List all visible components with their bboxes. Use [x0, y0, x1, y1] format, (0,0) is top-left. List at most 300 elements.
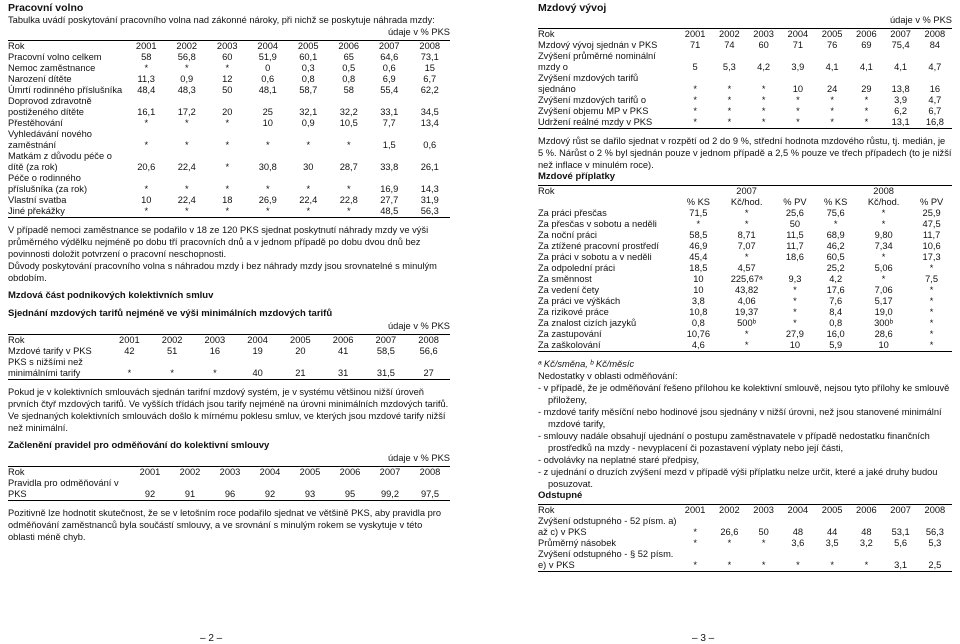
table-cell: 5,6 — [894, 538, 908, 548]
table-cell: 13,4 — [420, 118, 439, 128]
table-cell: 4,6 — [691, 340, 705, 350]
table-cell: 58,5 — [689, 230, 708, 240]
table-cell: 9,3 — [788, 274, 802, 284]
table-cell: * — [213, 368, 217, 378]
table-cell: 3,9 — [791, 62, 805, 72]
row-label: Vyhledávání nového zaměstnání — [8, 129, 92, 150]
header-cell: Rok — [8, 335, 25, 345]
list-item: - odvolávky na neplatné staré předpisy, — [538, 455, 700, 465]
table-cell: 10,6 — [922, 241, 941, 251]
table-cell: 0,9 — [180, 74, 194, 84]
table-cell: 31 — [337, 368, 349, 378]
row-label: Pravidla pro odměňování v PKS — [8, 478, 119, 499]
table-row — [8, 206, 450, 217]
table-cell: 2,5 — [928, 560, 942, 570]
table-cell: 11,7 — [786, 241, 804, 251]
table-row — [8, 129, 450, 151]
table-cell: 48,1 — [258, 85, 277, 95]
table-row — [538, 263, 952, 274]
table-row — [538, 516, 952, 538]
table-cell: 6,7 — [423, 74, 437, 84]
table-cell: 8,4 — [829, 307, 843, 317]
row-label: Za směnnost — [538, 274, 592, 284]
table-cell: 11,5 — [786, 230, 804, 240]
table-header-row — [8, 41, 450, 52]
header-cell: 2007 — [736, 186, 757, 196]
footnote: ᵃ Kč/směna, ᵇ Kč/měsíc — [538, 359, 635, 369]
table-cell: 4,7 — [928, 62, 942, 72]
table-cell: * — [693, 95, 697, 105]
table-header-row — [538, 29, 952, 40]
table-cell: * — [693, 106, 697, 116]
header-cell: 2004 — [787, 29, 809, 39]
table-cell: 75,4 — [891, 40, 910, 50]
table-cell: 0,6 — [423, 140, 437, 150]
header-cell: 2005 — [821, 29, 843, 39]
header-cell: 2005 — [299, 467, 321, 477]
paragraph-pokles: Ve sjednaných kolektivních smlouvách došlo k mírnému poklesu smluv, ve kterých jsou mzdové tarify nižší než minimální. — [8, 411, 446, 433]
header-cell: 2001 — [135, 41, 157, 51]
table-row — [8, 478, 450, 500]
table-cell: 30,8 — [258, 162, 277, 172]
header-cell: 2002 — [719, 505, 740, 515]
table-row — [8, 195, 450, 206]
paragraph-nemoc: V případě nemoci zaměstnance se podařilo v 18 ze 120 PKS sjednat poskytnutí náhrady mzdy ve výši průměrného výdělku nejméně po dobu tří pracovních dnů a v jednom případě po dobu dvou dnů bez povinnosti doložit potvrzení o pracovní neschopnosti. — [8, 225, 429, 259]
table-cell: 34,5 — [420, 107, 439, 117]
table-cell: 10 — [693, 285, 704, 295]
table-cell: 13,8 — [891, 84, 910, 94]
table-cell: * — [830, 106, 834, 116]
header-cell: 2007 — [378, 41, 400, 51]
table-cell: * — [693, 538, 697, 548]
table-cell: * — [184, 184, 189, 194]
table-cell: 68,9 — [826, 230, 845, 240]
header-cell: 2007 — [890, 29, 911, 39]
table-cell: * — [929, 307, 934, 317]
table-row — [8, 96, 450, 118]
paragraph-mzdovy-rust: Mzdový růst se dařilo sjednat v rozpětí od 2 do 9 %, střední hodnota mzdového růstu, tj. medián, je 5 %. Nárůst o 2 % byl sjednán pouze v jednom případě a 2,5 % pouze ve třech případech (to je nižší než inflace v minulém roce). — [538, 136, 952, 170]
table-cell: 5,17 — [874, 296, 893, 306]
row-label: Průměrný násobek — [538, 538, 617, 548]
header-cell: 2002 — [161, 335, 183, 345]
table-cell: 71 — [792, 40, 804, 50]
table-cell: 12 — [222, 74, 233, 84]
table-cell: 5,3 — [928, 538, 942, 548]
table-cell: 22,4 — [177, 195, 196, 205]
table-cell: * — [761, 95, 766, 105]
table-cell: 40 — [252, 368, 263, 378]
table-cell: * — [796, 560, 800, 570]
table-row — [538, 106, 952, 117]
table-cell: 22,4 — [299, 195, 318, 205]
table-cell: * — [929, 296, 934, 306]
table-cell: 0,8 — [301, 74, 315, 84]
table-cell: 4,2 — [757, 62, 771, 72]
table-row — [538, 51, 952, 73]
table-pravidla-odmenovani — [8, 467, 450, 500]
table-cell: * — [793, 318, 797, 328]
table-cell: * — [225, 184, 230, 194]
table-cell: 5 — [692, 62, 698, 72]
row-label: Za znalost cizích jazyků — [538, 318, 637, 328]
table-row — [538, 230, 952, 241]
table-cell: * — [727, 538, 732, 548]
table-cell: 58 — [141, 52, 152, 62]
table-cell: 96 — [224, 489, 236, 499]
page-number-right: – 3 – — [692, 633, 715, 644]
row-label: Mzdový vývoj sjednán v PKS — [538, 40, 658, 50]
table-cell: 71 — [689, 40, 701, 50]
table-cell: 0,3 — [301, 63, 315, 73]
header-cell: 2004 — [257, 41, 279, 51]
header-cell: 2008 — [924, 29, 946, 39]
table-cell: 3,8 — [691, 296, 705, 306]
row-label: Mzdové tarify v PKS — [8, 346, 92, 356]
table-cell: 97,5 — [420, 489, 440, 499]
table-cell: 3,5 — [825, 538, 839, 548]
row-label: Péče o rodinného příslušníka (za rok) — [8, 173, 88, 194]
table-cell: 50 — [222, 85, 233, 95]
header-cell: 2001 — [139, 467, 161, 477]
table-row — [538, 318, 952, 329]
table-cell: 16,0 — [826, 329, 845, 339]
table-cell: 58 — [343, 85, 354, 95]
table-cell: * — [864, 560, 869, 570]
heading-sjednani-tarifu: Sjednání mzdových tarifů nejméně ve výši minimálních mzdových tarifů — [8, 308, 333, 319]
right-page — [480, 0, 960, 644]
table-row — [538, 538, 952, 549]
table-cell: * — [761, 84, 766, 94]
table-cell: 31,5 — [376, 368, 395, 378]
header-cell: 2003 — [216, 41, 238, 51]
table-cell: 46,2 — [826, 241, 845, 251]
table-cell: 18,6 — [785, 252, 804, 262]
table-cell: 4,1 — [825, 62, 839, 72]
table-cell: 74 — [724, 40, 735, 50]
table-cell: 18,5 — [689, 263, 708, 273]
table-row — [538, 307, 952, 318]
header-cell: 2002 — [176, 41, 198, 51]
table-mzdove-tarify — [8, 335, 450, 379]
table-cell: * — [744, 208, 749, 218]
table-cell: 22,8 — [339, 195, 358, 205]
heading-odstupne: Odstupné — [538, 490, 583, 501]
table-header-row — [538, 505, 952, 516]
table-cell: 500ᵇ — [737, 318, 757, 328]
table-cell: 3,1 — [894, 560, 908, 570]
table-cell: 65 — [343, 52, 354, 62]
table-cell: 47,5 — [922, 219, 941, 229]
header-cell: 2003 — [753, 29, 774, 39]
table-cell: 93 — [304, 489, 316, 499]
table-cell: 26,6 — [720, 527, 739, 537]
header-cell: 2007 — [379, 467, 401, 477]
table-cell: 33,8 — [380, 162, 399, 172]
table-cell: 27,7 — [380, 195, 399, 205]
table-cell — [775, 263, 816, 274]
unit-note: údaje v % PKS — [387, 27, 450, 37]
list-nedostatky — [538, 382, 952, 490]
table-cell: 0,9 — [301, 118, 315, 128]
list-item: - v případě, že je odměňování řešeno přílohou ke kolektivní smlouvě, nejsou tyto přílohy ke smlouvě přiloženy, — [538, 383, 950, 405]
table-pracovni-volno — [8, 41, 450, 217]
table-cell: 24 — [826, 84, 838, 94]
table-cell: 6,2 — [894, 106, 908, 116]
table-row — [538, 208, 952, 219]
header-cell: 2006 — [332, 335, 354, 345]
table-cell: 10 — [878, 340, 889, 350]
table-cell: * — [864, 95, 869, 105]
table-mzdovy-vyvoj — [538, 29, 952, 128]
table-cell: 300ᵇ — [874, 318, 894, 328]
table-cell: * — [796, 117, 800, 127]
table-cell: * — [225, 206, 230, 216]
table-cell: 7,7 — [382, 118, 396, 128]
table-cell: 41 — [337, 346, 349, 356]
section-title-pracovni-volno: Pracovní volno — [8, 2, 84, 14]
table-cell: 10 — [141, 195, 152, 205]
header-cell: % KS — [824, 197, 848, 207]
header-cell: 2001 — [119, 335, 140, 345]
table-cell: 75,6 — [826, 208, 845, 218]
header-cell: % PV — [919, 197, 944, 207]
table-cell: 3,6 — [791, 538, 805, 548]
table-cell: 3,9 — [894, 95, 908, 105]
table-cell: 10,8 — [689, 307, 708, 317]
row-label: PKS s nižšími než minimálními tarify — [8, 357, 83, 378]
header-cell: 2002 — [719, 29, 740, 39]
table-cell: 27,9 — [785, 329, 804, 339]
table-row — [8, 63, 450, 74]
table-cell: * — [693, 527, 697, 537]
table-cell: 56,8 — [177, 52, 196, 62]
table-cell: 6,9 — [382, 74, 396, 84]
table-cell: * — [796, 106, 800, 116]
table-cell: * — [793, 285, 797, 295]
table-cell: 18 — [222, 195, 233, 205]
table-cell: 76 — [826, 40, 838, 50]
header-cell: 2002 — [179, 467, 201, 477]
table-row — [538, 95, 952, 106]
list-title-nedostatky: Nedostatky v oblasti odměňování: — [538, 371, 678, 381]
row-label: Zvýšení odstupného - 52 písm. a) až c) v PKS — [538, 516, 677, 537]
table-cell: 10 — [693, 274, 704, 284]
table-cell: * — [225, 118, 230, 128]
table-cell: 56,3 — [925, 527, 944, 537]
table-cell: 33,1 — [380, 107, 399, 117]
table-cell: 25,6 — [785, 208, 804, 218]
table-cell: 25,2 — [826, 263, 845, 273]
table-cell: 4,1 — [859, 62, 873, 72]
table-cell: * — [761, 106, 766, 116]
table-cell: * — [184, 140, 189, 150]
table-row — [8, 52, 450, 63]
table-cell: * — [833, 219, 838, 229]
table-cell: 0,8 — [342, 74, 356, 84]
row-label: Zvýšení průměrné nominální mzdy o — [538, 51, 656, 72]
paragraph-duvody: Důvody poskytování pracovního volna s náhradou mzdy i bez náhrady mzdy jsou srovnatelné s minulým obdobím. — [8, 261, 437, 283]
table-cell: 17,6 — [826, 285, 845, 295]
table-cell: 13,1 — [891, 117, 910, 127]
table-cell: 225,67ᵃ — [730, 274, 763, 284]
table-cell: * — [744, 252, 749, 262]
table-cell: 0,5 — [342, 63, 356, 73]
table-cell: 5,06 — [874, 263, 893, 273]
table-cell: 0,8 — [691, 318, 705, 328]
table-cell: 19 — [252, 346, 263, 356]
row-label: Přestěhování — [8, 118, 63, 128]
table-cell: 31,9 — [420, 195, 439, 205]
table-row — [538, 241, 952, 252]
table-cell: 0,6 — [261, 74, 275, 84]
header-cell: 2007 — [375, 335, 397, 345]
table-cell: 44 — [826, 527, 838, 537]
table-cell: 3,2 — [859, 538, 873, 548]
table-cell: 1,5 — [382, 140, 396, 150]
table-cell: 0,6 — [382, 63, 396, 73]
row-label: Zvýšení objemu MP v PKS — [538, 106, 649, 116]
table-cell: * — [881, 274, 886, 284]
table-cell: 5,3 — [722, 62, 736, 72]
header-cell: 2006 — [856, 505, 877, 515]
table-row — [538, 329, 952, 340]
table-cell: * — [744, 219, 749, 229]
header-cell: 2005 — [290, 335, 311, 345]
header-cell: % KS — [686, 197, 710, 207]
table-cell: * — [265, 140, 270, 150]
table-cell: 7,07 — [737, 241, 756, 251]
header-cell: Kč/hod. — [730, 197, 763, 207]
table-cell: 28,7 — [339, 162, 358, 172]
header-cell: 2008 — [418, 335, 439, 345]
table-cell: 69 — [861, 40, 872, 50]
header-cell: 2005 — [821, 505, 843, 515]
table-header-row — [8, 335, 450, 346]
header-cell: 2001 — [684, 29, 706, 39]
table-cell: * — [184, 118, 189, 128]
unit-note-right: údaje v % PKS — [889, 15, 952, 25]
table-cell: 51,9 — [258, 52, 277, 62]
table-cell: 71,5 — [689, 208, 708, 218]
table-row — [8, 118, 450, 129]
table-cell: 9,80 — [874, 230, 893, 240]
table-cell: 46,9 — [689, 241, 708, 251]
table-cell: * — [796, 95, 800, 105]
table-cell: 29 — [861, 84, 872, 94]
table-cell: 10,76 — [686, 329, 710, 339]
table-cell: * — [929, 340, 934, 350]
table-cell: * — [225, 63, 230, 73]
table-cell: 64,6 — [380, 52, 399, 62]
section-title-mzdovy-vyvoj: Mzdový vývoj — [538, 2, 607, 14]
heading-mzdove-priplatky: Mzdové příplatky — [538, 171, 616, 182]
header-cell: Rok — [538, 186, 555, 196]
table-cell: * — [830, 560, 834, 570]
table-cell: * — [929, 329, 934, 339]
header-cell: 2004 — [259, 467, 281, 477]
table-cell: * — [693, 84, 697, 94]
table-header-row — [538, 186, 952, 197]
header-cell: 2004 — [787, 505, 809, 515]
table-cell: 16,9 — [380, 184, 399, 194]
table-cell: 60,5 — [826, 252, 845, 262]
table-cell: 11,3 — [137, 74, 155, 84]
table-cell: * — [929, 263, 934, 273]
header-cell: 2008 — [873, 186, 894, 196]
table-cell: 43,82 — [735, 285, 759, 295]
table-cell: 48,5 — [380, 206, 399, 216]
table-cell: * — [225, 140, 230, 150]
table-cell: * — [225, 162, 230, 172]
row-label: Úmrtí rodinného příslušníka — [8, 85, 123, 95]
table-cell: 8,71 — [737, 230, 756, 240]
header-cell: 2006 — [339, 467, 361, 477]
header-cell: 2005 — [297, 41, 319, 51]
row-label: Za noční práci — [538, 230, 597, 240]
table-row — [8, 173, 450, 195]
table-row — [538, 274, 952, 285]
table-cell: 92 — [264, 489, 276, 499]
row-label: Za zastupování — [538, 329, 602, 339]
unit-note-2: údaje v % PKS — [387, 321, 450, 331]
row-label: Udržení reálné mzdy v PKS — [538, 117, 653, 127]
header-cell: 2007 — [890, 505, 911, 515]
row-label: Zvýšení mzdových tarifů sjednáno — [538, 73, 639, 94]
row-label: Jiné překážky — [8, 206, 65, 216]
table-cell: 48,4 — [137, 85, 156, 95]
header-cell: 2003 — [753, 505, 774, 515]
header-cell: Rok — [8, 41, 25, 51]
table-cell: 60,1 — [299, 52, 318, 62]
header-cell: % PV — [783, 197, 807, 207]
paragraph-pozitivne: Pozitivně lze hodnotit skutečnost, že se v letošním roce podařilo sjednat ve většině PKS, aby pravidla pro odměňování zaměstnanců byla součástí smlouvy, a ve srovnání s minulým rokem se vyskytuje v této oblasti méně chyb. — [8, 508, 442, 542]
table-cell: 20,6 — [137, 162, 156, 172]
table-cell: 50 — [758, 527, 769, 537]
table-cell: * — [727, 106, 732, 116]
table-cell: 7,5 — [925, 274, 939, 284]
table-cell: 60 — [222, 52, 233, 62]
header-cell: Rok — [538, 29, 555, 39]
table-cell: * — [144, 206, 149, 216]
header-cell: 2008 — [419, 467, 441, 477]
table-cell: * — [830, 117, 834, 127]
table-cell: * — [184, 63, 189, 73]
table-cell: 25,9 — [922, 208, 941, 218]
header-cell: 2006 — [856, 29, 877, 39]
header-cell: 2003 — [219, 467, 241, 477]
header-cell: 2006 — [338, 41, 360, 51]
row-label: Za práci přesčas — [538, 208, 607, 218]
table-row — [538, 40, 952, 51]
table-cell: 10 — [792, 84, 804, 94]
table-cell: 14,3 — [420, 184, 439, 194]
table-cell: 4,06 — [737, 296, 756, 306]
table-cell: 84 — [929, 40, 941, 50]
row-label: Zvýšení odstupného - § 52 písm. e) v PKS — [538, 549, 674, 570]
table-cell: * — [727, 117, 732, 127]
table-cell: * — [881, 208, 886, 218]
table-cell: * — [929, 285, 934, 295]
table-row — [538, 219, 952, 230]
table-cell: 11,7 — [922, 230, 941, 240]
table-cell: 4,7 — [928, 95, 942, 105]
table-cell: * — [727, 560, 732, 570]
table-cell: 19,0 — [874, 307, 893, 317]
table-cell: * — [265, 206, 270, 216]
table-cell: 92 — [144, 489, 156, 499]
table-cell: * — [693, 117, 697, 127]
table-cell: 15 — [424, 63, 435, 73]
